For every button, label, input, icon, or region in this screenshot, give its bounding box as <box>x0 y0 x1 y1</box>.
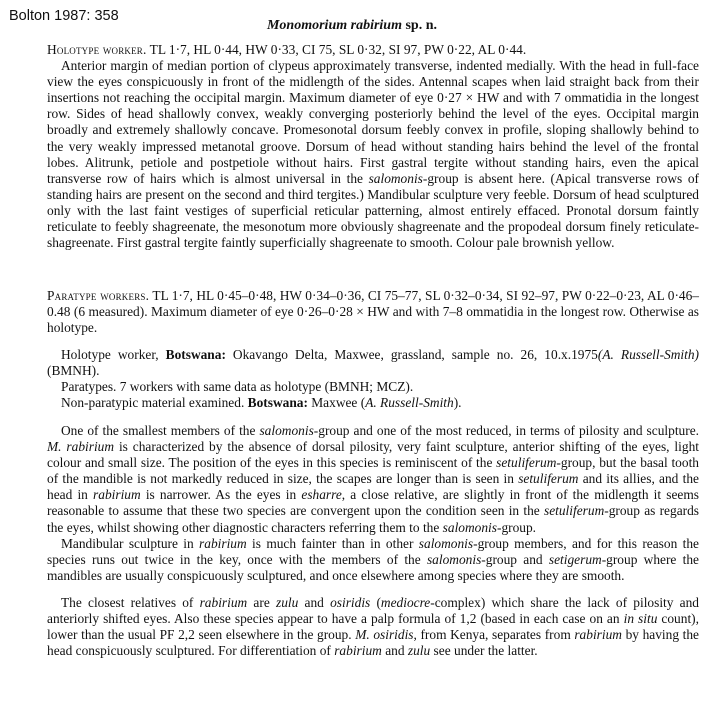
species-status: sp. n. <box>405 18 438 33</box>
discussion-section <box>47 423 699 659</box>
discussion-paragraph-1: One of the smallest members of the salomonis-group and one of the most reduced, in terms of pilosity and sculpture. M. rabirium is characterized by the absence of dorsal pilosity, very faint sculpture, anterior shifting of the eyes, light colour and small size. The position of the eyes in this species is reminiscent of the setuliferum-group, but the basal tooth of the mandible is not markedly reduced in size, the scapes are longer than is seen in setuliferum and its allies, and the head in rabirium is narrower. As the eyes in esharre, a close relative, are slightly in front of the midlength it seems reasonable to assume that these two species are convergent upon the condition seen in the setuliferum-group as regards the eyes, whilst showing other diagnostic characters referring them to the salomonis-group. <box>47 423 700 535</box>
holotype-measurements: Holotype worker. TL 1·7, HL 0·44, HW 0·33, CI 75, SL 0·32, SI 97, PW 0·22, AL 0·44. <box>47 42 527 57</box>
holotype-description: Anterior margin of median portion of clypeus approximately transverse, indented medially. With the head in full-face view the eyes conspicuously in front of the midlength of the sides. Antennal scapes when laid straight back from their insertions not reaching the occipital margin. Maximum diameter of eye 0·27 × HW and with 7 ommatidia in the longest row. Sides of head shallowly convex, weakly converging posteriorly behind the level of the eyes. Occipital margin broadly and extremely shallowly concave. Promesonotal dorsum feebly convex in profile, sloping shallowly behind to the very weakly impressed metanotal groove. Dorsum of head without standing hairs behind the level of the frontal lobes. Alitrunk, petiole and postpetiole without hairs. First gastral tergite without standing hairs, even the apical transverse row of hairs which is almost universal in the salomonis-group is absent here. (Apical transverse rows of standing hairs are present on the second and third tergites.) Mandibular sculpture very feeble. Dorsum of head sculptured only with the last faint vestiges of superficial reticular patterning, almost entirely effaced. Pronotal dorsum faintly reticulate to feebly shagreenate, the mesonotum more obviously shagreenate and the propodeal dorsum finely reticulate-shagreenate. First gastral tergite faintly superficially shagreenate to smooth. Colour pale brownish yellow. <box>47 58 699 251</box>
species-name: Monomorium rabirium <box>266 18 402 33</box>
holotype-label: Holotype worker. <box>47 42 147 57</box>
page-reference: Bolton 1987: 358 <box>9 8 119 24</box>
page-title <box>0 18 704 34</box>
holotype-section <box>47 42 699 251</box>
discussion-paragraph-3: The closest relatives of rabirium are zulu and osiridis (mediocre-complex) which share the lack of pilosity and anteriorly shifted eyes. Also these species appear to have a palp formula of 1,2 (based in each case on an in situ count), lower than the usual PF 2,2 seen elsewhere in the group. M. osiridis, from Kenya, separates from rabirium by having the head conspicuously sculptured. For differentiation of rabirium and zulu see under the latter. <box>47 594 700 659</box>
material-section <box>47 347 699 411</box>
discussion-paragraph-2: Mandibular sculpture in rabirium is much fainter than in other salomonis-group members, and for this reason the species runs out twice in the key, once with the members of the salomonis-group and setigerum-group where the mandibles are usually conspicuously sculptured, and once elsewhere among species where they are smooth. <box>47 535 699 583</box>
holotype-material: Holotype worker, Botswana: Okavango Delta, Maxwee, grassland, sample no. 26, 10.x.1975(A. Russell-Smith) (BMNH). <box>47 347 699 379</box>
paratype-description: Paratype workers. TL 1·7, HL 0·45–0·48, HW 0·34–0·36, CI 75–77, SL 0·32–0·34, SI 92–97, PW 0·22–0·23, AL 0·46–0.48 (6 measured). Maximum diameter of eye 0·26–0·28 × HW and with 7–8 ommatidia in the longest row. Otherwise as holotype. <box>47 288 700 336</box>
paratypes-material: Paratypes. 7 workers with same data as holotype (BMNH; MCZ). <box>61 379 414 395</box>
paratype-section <box>47 288 699 336</box>
paratype-label: Paratype workers. <box>47 288 150 303</box>
nonparatypic-material: Non-paratypic material examined. Botswana: Maxwee (A. Russell-Smith). <box>61 395 462 411</box>
